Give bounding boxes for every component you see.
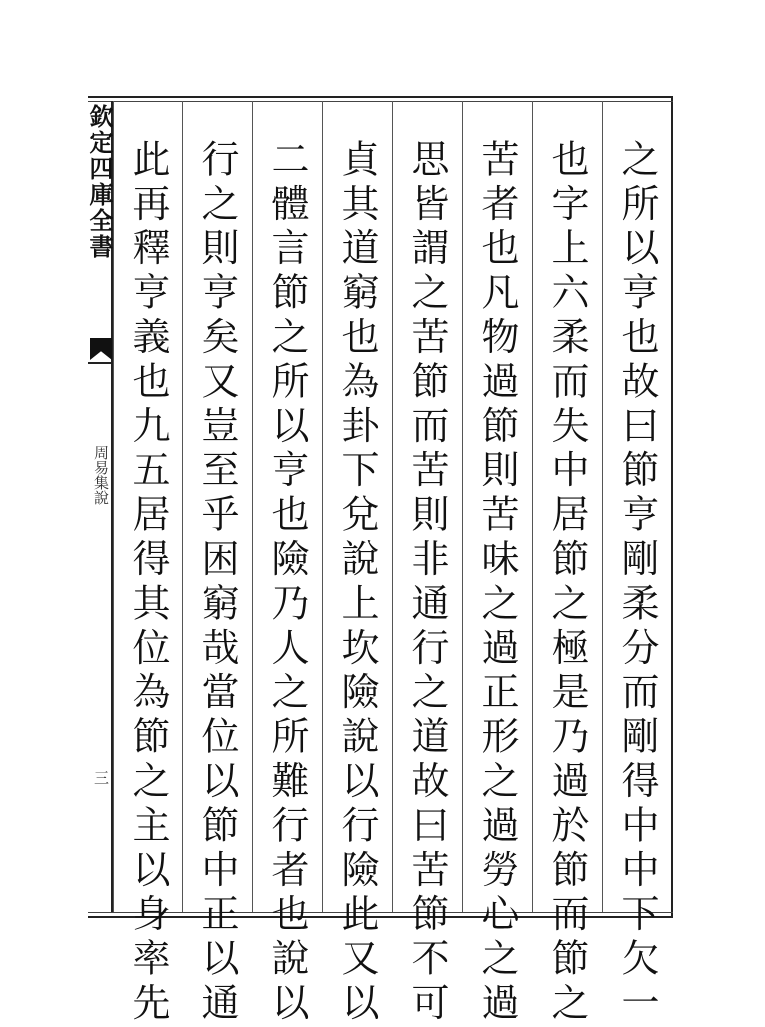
text-columns bbox=[113, 101, 671, 1027]
column-text: 苦者也凡物過節則苦味之過正形之過勞心之過 bbox=[475, 139, 519, 1027]
margin-series-title: 欽定四庫全書 bbox=[85, 104, 114, 260]
text-column bbox=[532, 101, 601, 1027]
column-text: 行之則亨矣又豈至乎困窮哉當位以節中正以通 bbox=[195, 139, 239, 1027]
text-column bbox=[462, 101, 531, 1027]
text-column bbox=[322, 101, 391, 1027]
fishtail-rule bbox=[88, 362, 113, 364]
column-text: 之所以亨也故曰節亨剛柔分而剛得中中下欠一 bbox=[615, 139, 659, 1027]
text-column bbox=[182, 101, 251, 1027]
column-text: 貞其道窮也為卦下兌說上坎險說以行險此又以 bbox=[335, 139, 379, 1027]
column-text: 思皆謂之苦節而苦則非通行之道故曰苦節不可 bbox=[405, 139, 449, 1027]
column-text: 也字上六柔而失中居節之極是乃過於節而節之 bbox=[545, 139, 589, 1027]
text-column bbox=[602, 101, 671, 1027]
margin-page-number: 三 bbox=[92, 770, 110, 785]
text-column bbox=[392, 101, 461, 1027]
text-column bbox=[113, 101, 182, 1027]
margin-book-title: 周易集說 bbox=[92, 445, 110, 505]
text-column bbox=[252, 101, 321, 1027]
column-text: 二體言節之所以亨也險乃人之所難行者也說以 bbox=[265, 139, 309, 1027]
column-text: 此再釋亨義也九五居得其位為節之主以身率先 bbox=[126, 139, 170, 1027]
